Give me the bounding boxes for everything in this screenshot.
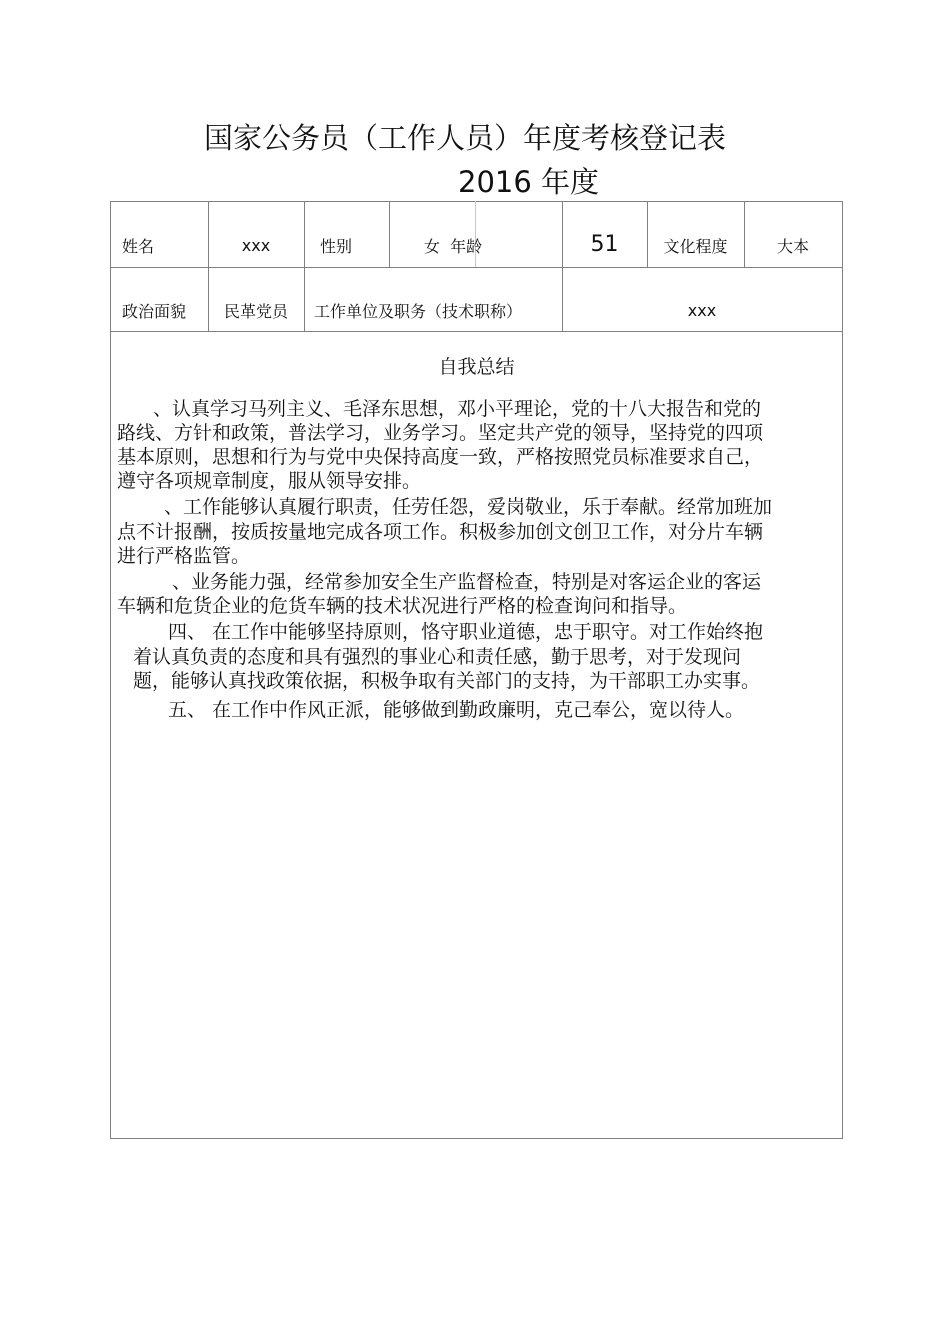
table-border-bottom (110, 1138, 843, 1139)
summary-line: 进行严格监管。 (117, 545, 251, 567)
summary-line: 、认真学习马列主义、毛泽东思想，邓小平理论，党的十八大报告和党的 (153, 398, 762, 420)
political-status-value: 民革党员 (223, 301, 288, 321)
summary-line: 遵守各项规章制度，服从领导安排。 (117, 470, 422, 492)
summary-line: 、工作能够认真履行职责，任劳任怨，爱岗敬业，乐于奉献。经常加班加 (164, 496, 773, 518)
education-value: 大本 (776, 236, 809, 256)
summary-line: 车辆和危货企业的危货车辆的技术状况进行严格的检查询问和指导。 (117, 595, 688, 617)
table-border-right (842, 201, 843, 1139)
document-title: 国家公务员（工作人员）年度考核登记表 (203, 121, 726, 155)
table-border-top (110, 201, 843, 202)
table-col-divider (304, 201, 305, 331)
summary-line: 、业务能力强，经常参加安全生产监督检查，特别是对客运企业的客运 (172, 571, 762, 593)
table-border-left (110, 201, 111, 1139)
summary-line: 五、 在工作中作风正派，能够做到勤政廉明，克己奉公，宽以待人。 (168, 699, 745, 721)
table-row-divider (110, 331, 843, 332)
table-row-divider (110, 267, 843, 268)
name-label: 姓名 (122, 236, 155, 256)
gender-value-age-label: 女 年龄 (424, 236, 483, 256)
summary-line: 着认真负责的态度和具有强烈的事业心和责任感，勤于思考，对于发现问 (133, 646, 742, 668)
gender-label: 性别 (320, 236, 353, 256)
name-value: xxx (241, 235, 271, 255)
summary-line: 基本原则，思想和行为与党中央保持高度一致，严格按照党员标准要求自己， (117, 446, 764, 468)
summary-heading: 自我总结 (438, 356, 515, 378)
summary-line: 题，能够认真找政策依据，积极争取有关部门的支持，为干部职工办实事。 (133, 670, 761, 692)
political-status-label: 政治面貌 (122, 301, 187, 321)
education-label: 文化程度 (663, 236, 728, 256)
summary-line: 路线、方针和政策，普法学习，业务学习。坚定共产党的领导，坚持党的四项 (117, 422, 764, 444)
work-unit-value: xxx (687, 300, 717, 320)
age-value: 51 (590, 231, 619, 257)
summary-line: 四、 在工作中能够坚持原则，恪守职业道德，忠于职守。对工作始终抱 (168, 621, 764, 643)
summary-line: 点不计报酬，按质按量地完成各项工作。积极参加创文创卫工作，对分片车辆 (117, 521, 764, 543)
work-unit-label: 工作单位及职务（技术职称） (314, 301, 523, 321)
document-year: 2016 年度 (458, 165, 600, 199)
table-col-divider (389, 201, 390, 267)
